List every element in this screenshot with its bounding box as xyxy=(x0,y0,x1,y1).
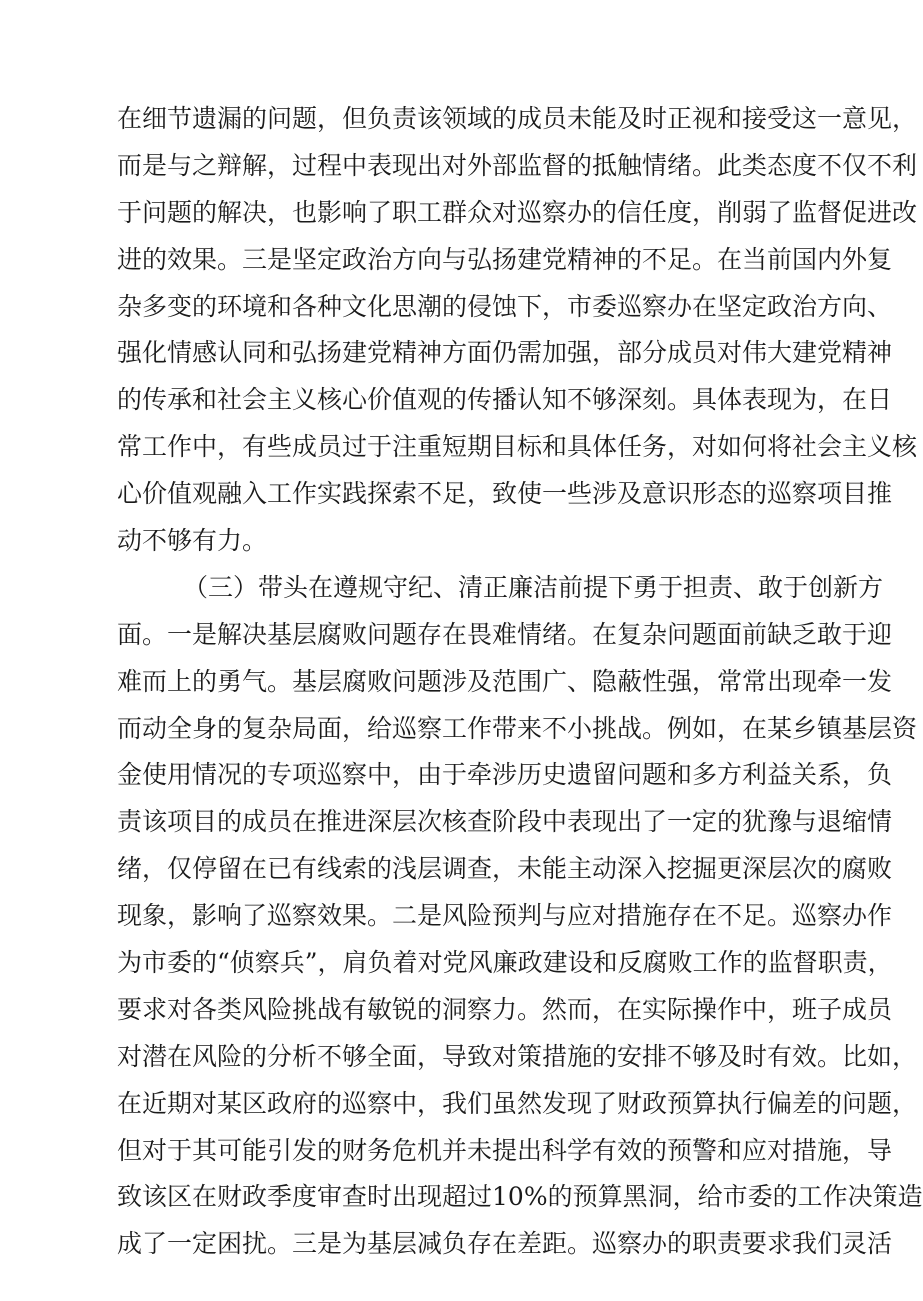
text-line: 心价值观融入工作实践探索不足，致使一些涉及意识形态的巡察项目推 xyxy=(117,479,893,509)
text-line: 面。一是解决基层腐败问题存在畏难情绪。在复杂问题面前缺乏敢于迎 xyxy=(117,619,893,649)
text-line: 强化情感认同和弘扬建党精神方面仍需加强，部分成员对伟大建党精神 xyxy=(117,338,893,368)
text-line: 为市委的“侦察兵”，肩负着对党风廉政建设和反腐败工作的监督职责， xyxy=(117,948,893,978)
text-line: 责该项目的成员在推进深层次核查阶段中表现出了一定的犹豫与退缩情 xyxy=(117,807,893,837)
body-text xyxy=(117,96,923,1268)
text-line: 难而上的勇气。基层腐败问题涉及范围广、隐蔽性强，常常出现牵一发 xyxy=(117,666,893,696)
text-line: 在近期对某区政府的巡察中，我们虽然发现了财政预算执行偏差的问题， xyxy=(117,1088,918,1118)
text-line: 而动全身的复杂局面，给巡察工作带来不小挑战。例如，在某乡镇基层资 xyxy=(117,713,918,743)
text-line: 金使用情况的专项巡察中，由于牵涉历史遗留问题和多方利益关系，负 xyxy=(117,760,893,790)
text-line: 常工作中，有些成员过于注重短期目标和具体任务，对如何将社会主义核 xyxy=(117,432,918,462)
paragraph-end-line: 动不够有力。 xyxy=(117,526,268,556)
text-line: 对潜在风险的分析不够全面，导致对策措施的安排不够及时有效。比如， xyxy=(117,1041,918,1071)
text-line: 而是与之辩解，过程中表现出对外部监督的抵触情绪。此类态度不仅不利 xyxy=(117,150,918,180)
text-line: 在细节遗漏的问题，但负责该领域的成员未能及时正视和接受这一意见， xyxy=(117,104,918,133)
text-line: 杂多变的环境和各种文化思潮的侵蚀下，市委巡察办在坚定政治方向、 xyxy=(117,291,893,321)
text-line: 致该区在财政季度审查时出现超过10%的预算黑洞，给市委的工作决策造 xyxy=(117,1182,923,1212)
section-heading-line: （三）带头在遵规守纪、清正廉洁前提下勇于担责、敢于创新方 xyxy=(183,572,884,602)
text-line: 于问题的解决，也影响了职工群众对巡察办的信任度，削弱了监督促进改 xyxy=(117,197,918,227)
text-line: 但对于其可能引发的财务危机并未提出科学有效的预警和应对措施，导 xyxy=(117,1135,893,1165)
text-line: 要求对各类风险挑战有敏锐的洞察力。然而，在实际操作中，班子成员 xyxy=(117,994,893,1024)
text-line: 的传承和社会主义核心价值观的传播认知不够深刻。具体表现为，在日 xyxy=(117,385,893,415)
text-line: 绪，仅停留在已有线索的浅层调查，未能主动深入挖掘更深层次的腐败 xyxy=(117,854,893,884)
text-line: 现象，影响了巡察效果。二是风险预判与应对措施存在不足。巡察办作 xyxy=(117,901,893,931)
text-line: 进的效果。三是坚定政治方向与弘扬建党精神的不足。在当前国内外复 xyxy=(117,244,893,274)
text-line: 成了一定困扰。三是为基层减负存在差距。巡察办的职责要求我们灵活 xyxy=(117,1229,893,1259)
